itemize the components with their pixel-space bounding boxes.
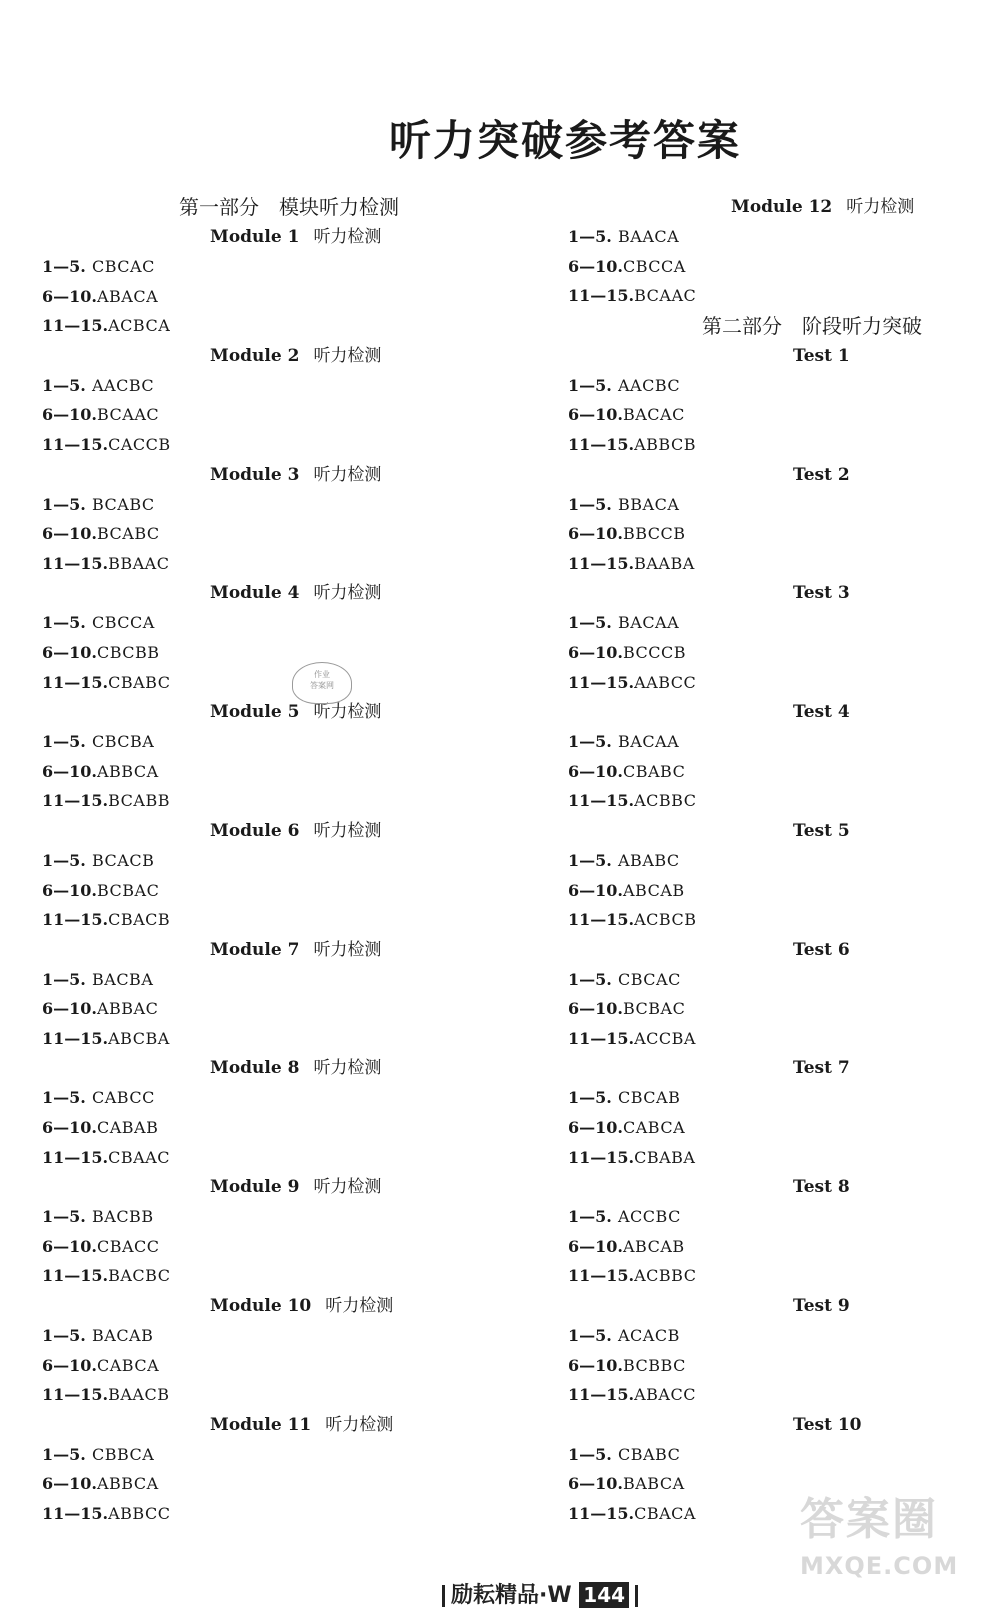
answer-range: 11—15.: [568, 1147, 635, 1167]
test-name: Test 5: [793, 820, 850, 841]
answer-line: [42, 430, 482, 460]
answer-line: [568, 430, 968, 460]
answer-range: 1—5.: [568, 969, 612, 989]
module-name: Module 12: [731, 197, 833, 217]
answer-range: 1—5.: [42, 613, 86, 633]
answer-value: BCBAC: [622, 999, 686, 1019]
test-heading: [568, 460, 968, 490]
answer-value: ABBCB: [634, 434, 696, 454]
answer-range: 1—5.: [42, 494, 86, 514]
answer-value: BCABC: [96, 524, 160, 544]
answer-line: [568, 965, 968, 995]
test-heading: [568, 1172, 968, 1202]
answer-range: 6—10.: [42, 405, 97, 425]
answer-value: ABBCC: [108, 1504, 171, 1523]
answer-value: CABCA: [96, 1355, 160, 1375]
watermark-line-1: 答案圈: [800, 1494, 938, 1545]
answer-value: CBCAC: [92, 257, 155, 276]
footer: [436, 1578, 644, 1608]
answer-range: 6—10.: [568, 1355, 623, 1375]
answer-line: [42, 608, 482, 638]
answer-range: 1—5.: [42, 1207, 86, 1227]
module-name: Module 4: [210, 583, 300, 604]
answer-line: [42, 1499, 482, 1529]
answer-value: BCBAC: [96, 880, 160, 900]
answer-line: [568, 876, 968, 906]
module-heading: [42, 1291, 482, 1321]
footer-bar-left: [442, 1585, 445, 1607]
answer-range: 11—15.: [568, 434, 635, 454]
stamp-line-1: 作业: [314, 670, 330, 679]
answer-line: [568, 1351, 968, 1381]
answer-value: BBACA: [618, 494, 680, 514]
stamp-line-2: 答案网: [310, 681, 334, 690]
answer-line: [568, 994, 968, 1024]
answer-line: [568, 1261, 968, 1291]
answer-line: [42, 549, 482, 579]
answer-line: [42, 371, 482, 401]
answer-value: BACAA: [618, 613, 680, 633]
module-name: Module 2: [210, 345, 300, 366]
module-heading: [42, 1172, 482, 1202]
answer-line: [42, 490, 482, 520]
answer-value: ACBBC: [634, 791, 697, 811]
part-two-heading: 第二部分 阶段听力突破: [702, 313, 922, 338]
answer-range: 6—10.: [42, 761, 97, 781]
test-heading: [568, 816, 968, 846]
test-name: Test 9: [793, 1296, 850, 1317]
answer-range: 11—15.: [568, 672, 635, 692]
answer-value: BACBB: [92, 1207, 154, 1227]
answer-value: AABCC: [634, 672, 697, 692]
answer-value: CBCBA: [92, 732, 155, 752]
module-name: Module 5: [210, 702, 300, 723]
answer-range: 6—10.: [42, 1474, 97, 1494]
answer-value: ABCBA: [108, 1028, 170, 1048]
answer-range: 6—10.: [42, 286, 97, 306]
module-name: Module 11: [210, 1414, 312, 1435]
answer-value: CBBCA: [92, 1444, 155, 1464]
module-name: Module 1: [210, 227, 300, 247]
answer-range: 6—10.: [42, 999, 97, 1019]
answer-range: 1—5.: [568, 1326, 612, 1346]
answer-line: [568, 400, 968, 430]
module-heading: [42, 1053, 482, 1083]
answer-line: [568, 1083, 968, 1113]
answer-line: [568, 786, 968, 816]
answer-line: [568, 549, 968, 579]
answer-value: AACBC: [618, 375, 681, 395]
left-column: [42, 192, 482, 1529]
watermark-line-2: MXQE.COM: [800, 1552, 959, 1580]
answer-value: CABCA: [622, 1118, 686, 1138]
answer-range: 11—15.: [568, 1266, 635, 1286]
answer-range: 11—15.: [42, 791, 109, 811]
answer-value: ABBAC: [96, 999, 159, 1019]
answer-value: CBABC: [618, 1444, 681, 1464]
answer-value: BAABA: [634, 553, 695, 573]
answer-range: 11—15.: [568, 553, 635, 573]
test-heading: [568, 1410, 968, 1440]
answer-range: 6—10.: [568, 405, 623, 425]
test-heading: [568, 1291, 968, 1321]
answer-range: 11—15.: [568, 286, 635, 306]
module-heading: [42, 935, 482, 965]
answer-line: [568, 905, 968, 935]
test-heading: [568, 697, 968, 727]
answer-line: [42, 1024, 482, 1054]
answer-line: [568, 638, 968, 668]
answer-value: ACCBA: [634, 1028, 696, 1048]
answer-value: BBAAC: [108, 553, 170, 573]
module-label: 听力检测: [313, 702, 382, 723]
answer-value: BABCA: [622, 1474, 685, 1494]
answer-value: CBCCA: [92, 613, 155, 633]
answer-value: ABACA: [96, 286, 159, 306]
answer-value: BCACB: [92, 850, 155, 870]
answer-line: [42, 846, 482, 876]
test-heading: [568, 935, 968, 965]
answer-range: 1—5.: [42, 969, 86, 989]
answer-range: 6—10.: [568, 1236, 623, 1256]
answer-line: [42, 400, 482, 430]
answer-range: 6—10.: [568, 1474, 623, 1494]
answer-range: 1—5.: [568, 227, 612, 246]
answer-value: BCAAC: [634, 286, 697, 306]
answer-line: [568, 727, 968, 757]
answer-value: CBCAB: [618, 1088, 681, 1108]
answer-range: 6—10.: [42, 1236, 97, 1256]
module-name: Module 8: [210, 1058, 300, 1079]
answer-range: 1—5.: [568, 1444, 612, 1464]
module-label: 听力检测: [325, 1296, 394, 1317]
module-heading: [42, 578, 482, 608]
answer-line: [42, 965, 482, 995]
answer-range: 6—10.: [42, 880, 97, 900]
answer-line: [42, 1351, 482, 1381]
answer-value: ACACB: [618, 1326, 680, 1346]
answer-range: 1—5.: [42, 732, 86, 752]
test-name: Test 3: [793, 583, 850, 604]
answer-line: [42, 1143, 482, 1173]
answer-line: [568, 757, 968, 787]
answer-value: BAACB: [108, 1385, 170, 1405]
answer-range: 11—15.: [42, 316, 109, 336]
page-number: 144: [579, 1582, 629, 1608]
module-label: 听力检测: [846, 197, 915, 217]
answer-line: [42, 757, 482, 787]
module-heading: [568, 192, 968, 222]
answer-value: CBACA: [634, 1504, 696, 1523]
answer-value: BACAB: [92, 1326, 154, 1346]
answer-line: [568, 608, 968, 638]
answer-range: 6—10.: [42, 524, 97, 544]
answer-value: ACBCA: [108, 316, 171, 336]
answer-range: 11—15.: [42, 910, 109, 930]
answer-range: 11—15.: [568, 1504, 635, 1523]
answer-line: [42, 1202, 482, 1232]
module-name: Module 3: [210, 464, 300, 485]
answer-line: [42, 1232, 482, 1262]
module-label: 听力检测: [313, 227, 382, 247]
test-name: Test 4: [793, 702, 850, 723]
answer-value: ACBCB: [634, 910, 697, 930]
answer-range: 6—10.: [568, 999, 623, 1019]
answer-value: BCABC: [92, 494, 155, 514]
module-name: Module 6: [210, 820, 300, 841]
answer-range: 11—15.: [568, 910, 635, 930]
answer-range: 11—15.: [42, 1504, 109, 1523]
answer-line: [568, 1143, 968, 1173]
answer-range: 1—5.: [568, 613, 612, 633]
answer-value: ABABC: [618, 850, 680, 870]
answer-line: [568, 490, 968, 520]
answer-value: BACAC: [622, 405, 685, 425]
footer-text: 励耘精品·W: [451, 1583, 572, 1608]
answer-range: 1—5.: [568, 494, 612, 514]
answer-range: 6—10.: [568, 642, 623, 662]
watermark-logo: [800, 1490, 995, 1600]
answer-line: [568, 519, 968, 549]
answer-value: CBABC: [108, 672, 171, 692]
answer-range: 1—5.: [42, 375, 86, 395]
answer-range: 6—10.: [568, 524, 623, 544]
answer-line: [42, 1261, 482, 1291]
part-one-heading: 第一部分 模块听力检测: [179, 195, 399, 219]
answer-value: CBACC: [96, 1236, 160, 1256]
footer-bar-right: [635, 1585, 638, 1607]
answer-range: 11—15.: [568, 1385, 635, 1405]
answer-value: CBCAC: [618, 969, 681, 989]
test-name: Test 6: [793, 939, 850, 960]
module-heading: [42, 460, 482, 490]
answer-range: 11—15.: [42, 553, 109, 573]
answer-value: ABCAB: [622, 880, 685, 900]
answer-range: 1—5.: [42, 1088, 86, 1108]
answer-line: [42, 668, 482, 698]
test-name: Test 7: [793, 1058, 850, 1079]
test-heading: [568, 578, 968, 608]
answer-range: 6—10.: [568, 1118, 623, 1138]
module-heading: [42, 1410, 482, 1440]
answer-range: 6—10.: [568, 880, 623, 900]
answer-line: [568, 222, 968, 252]
answer-value: AACBC: [92, 375, 155, 395]
answer-range: 1—5.: [568, 850, 612, 870]
answer-value: BCAAC: [96, 405, 160, 425]
answer-line: [42, 786, 482, 816]
stamp-logo: [292, 662, 352, 704]
answer-value: ACCBC: [618, 1207, 681, 1227]
answer-range: 6—10.: [42, 642, 97, 662]
answer-range: 6—10.: [568, 256, 623, 276]
answer-line: [568, 252, 968, 282]
module-label: 听力检测: [313, 1177, 382, 1198]
answer-range: 11—15.: [42, 434, 109, 454]
answer-value: ACBBC: [634, 1266, 697, 1286]
test-name: Test 1: [793, 345, 850, 366]
module-heading: [42, 816, 482, 846]
answer-line: [42, 1113, 482, 1143]
answer-line: [568, 1113, 968, 1143]
answer-range: 1—5.: [568, 1088, 612, 1108]
right-column: [568, 192, 968, 1529]
answer-line: [42, 252, 482, 282]
answer-line: [42, 1469, 482, 1499]
answer-value: BCBBC: [622, 1355, 686, 1375]
answer-value: BCABB: [108, 791, 170, 811]
answer-value: BCCCB: [622, 642, 687, 662]
module-label: 听力检测: [313, 345, 382, 366]
answer-value: BACBA: [92, 969, 154, 989]
module-label: 听力检测: [313, 583, 382, 604]
module-label: 听力检测: [313, 464, 382, 485]
answer-value: ABACC: [634, 1385, 696, 1405]
module-heading: [42, 222, 482, 252]
answer-value: BACAA: [618, 732, 680, 752]
answer-value: ABBCA: [96, 1474, 159, 1494]
answer-line: [42, 905, 482, 935]
answer-range: 11—15.: [42, 672, 109, 692]
answer-range: 1—5.: [568, 375, 612, 395]
module-name: Module 9: [210, 1177, 300, 1198]
answer-range: 6—10.: [42, 1118, 97, 1138]
answer-range: 1—5.: [42, 850, 86, 870]
answer-line: [42, 994, 482, 1024]
answer-line: [568, 281, 968, 311]
answer-value: CBCBB: [96, 642, 160, 662]
test-name: Test 2: [793, 464, 850, 485]
answer-line: [42, 1380, 482, 1410]
answer-line: [568, 1024, 968, 1054]
answer-range: 11—15.: [568, 791, 635, 811]
answer-value: ABCAB: [622, 1236, 685, 1256]
answer-line: [42, 519, 482, 549]
answer-range: 11—15.: [42, 1028, 109, 1048]
answer-range: 1—5.: [42, 1444, 86, 1464]
answer-range: 6—10.: [568, 761, 623, 781]
answer-value: CABCC: [92, 1088, 155, 1108]
module-heading: [42, 697, 482, 727]
module-label: 听力检测: [325, 1414, 394, 1435]
module-label: 听力检测: [313, 1058, 382, 1079]
module-name: Module 7: [210, 939, 300, 960]
test-name: Test 8: [793, 1177, 850, 1198]
answer-line: [42, 311, 482, 341]
answer-range: 11—15.: [42, 1147, 109, 1167]
answer-value: CACCB: [108, 434, 171, 454]
answer-line: [568, 371, 968, 401]
answer-line: [42, 727, 482, 757]
answer-line: [42, 876, 482, 906]
answer-range: 6—10.: [42, 1355, 97, 1375]
answer-line: [42, 638, 482, 668]
module-name: Module 10: [210, 1296, 312, 1317]
test-name: Test 10: [793, 1414, 862, 1435]
answer-line: [42, 1083, 482, 1113]
answer-range: 11—15.: [42, 1266, 109, 1286]
answer-line: [568, 668, 968, 698]
answer-value: CABAB: [96, 1118, 159, 1138]
answer-value: ABBCA: [96, 761, 159, 781]
answer-range: 11—15.: [568, 1028, 635, 1048]
answer-value: CBACB: [108, 910, 171, 930]
answer-line: [568, 1202, 968, 1232]
answer-range: 1—5.: [568, 732, 612, 752]
answer-value: BAACA: [618, 227, 680, 246]
answer-line: [568, 1380, 968, 1410]
module-heading: [42, 341, 482, 371]
answer-value: CBABC: [622, 761, 686, 781]
answer-line: [42, 1321, 482, 1351]
test-heading: [568, 341, 968, 371]
module-label: 听力检测: [313, 939, 382, 960]
test-heading: [568, 1053, 968, 1083]
answer-range: 1—5.: [42, 1326, 86, 1346]
answer-value: CBAAC: [108, 1147, 170, 1167]
answer-value: BBCCB: [622, 524, 686, 544]
answer-range: 11—15.: [42, 1385, 109, 1405]
answer-line: [42, 1440, 482, 1470]
answer-line: [568, 1232, 968, 1262]
answer-line: [568, 846, 968, 876]
answer-line: [568, 1440, 968, 1470]
answer-value: CBABA: [634, 1147, 696, 1167]
answer-range: 1—5.: [568, 1207, 612, 1227]
answer-value: BACBC: [108, 1266, 171, 1286]
module-label: 听力检测: [313, 820, 382, 841]
answer-range: 1—5.: [42, 257, 86, 276]
answer-line: [42, 282, 482, 312]
answer-line: [568, 1321, 968, 1351]
page-title: 听力突破参考答案: [388, 116, 741, 165]
answer-value: CBCCA: [622, 256, 686, 276]
